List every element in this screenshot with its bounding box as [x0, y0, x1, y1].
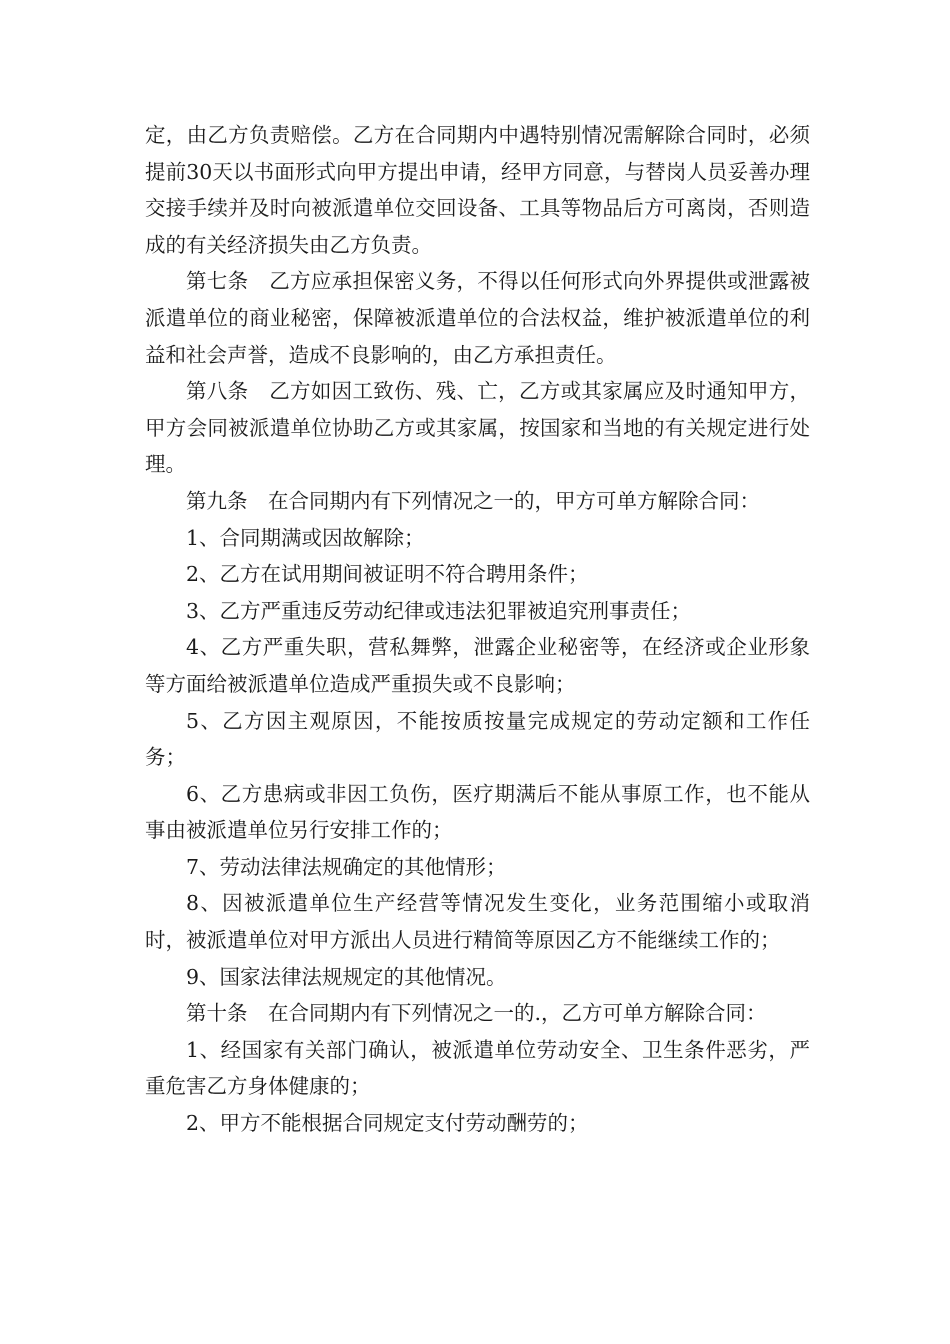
article-10 [145, 995, 810, 1032]
article-text: 在合同期内有下列情况之一的，甲方可单方解除合同： [268, 488, 760, 513]
list-item-text: 2、甲方不能根据合同规定支付劳动酬劳的； [186, 1111, 589, 1136]
article-8 [145, 373, 810, 483]
article-heading: 第七条 [186, 269, 249, 294]
paragraph-continuation [145, 117, 810, 263]
list-item-text: 6、乙方患病或非因工负伤，医疗期满后不能从事原工作，也不能从事由被派遣单位另行安排工作的； [145, 781, 810, 843]
article-text: 乙方应承担保密义务，不得以任何形式向外界提供或泄露被派遣单位的商业秘密，保障被派遣单位的合法权益，维护被派遣单位的利益和社会声誉，造成不良影响的，由乙方承担责任。 [145, 269, 811, 367]
list-item-text: 2、乙方在试用期间被证明不符合聘用条件； [186, 562, 589, 587]
article-text: 在合同期内有下列情况之一的.，乙方可单方解除合同： [268, 1001, 767, 1026]
list-item [145, 520, 810, 557]
list-item [145, 629, 810, 702]
list-item [145, 849, 810, 886]
list-item-text: 3、乙方严重违反劳动纪律或违法犯罪被追究刑事责任； [186, 598, 692, 623]
article-heading: 第九条 [186, 488, 248, 513]
list-item-text: 4、乙方严重失职，营私舞弊，泄露企业秘密等，在经济或企业形象等方面给被派遣单位造成严重损失或不良影响； [145, 635, 810, 696]
list-item [145, 959, 810, 996]
list-item [145, 556, 810, 593]
list-item [145, 776, 810, 849]
list-item-text: 7、劳动法律法规确定的其他情形； [186, 854, 507, 879]
paragraph-text: 定，由乙方负责赔偿。乙方在合同期内中遇特别情况需解除合同时，必须提前30天以书面形式向甲方提出申请，经甲方同意，与替岗人员妥善办理交接手续并及时向被派遣单位交回设备、工具等物品后方可离岗，否则造成的有关经济损失由乙方负责。 [145, 123, 810, 257]
list-item [145, 703, 810, 776]
list-item [145, 593, 810, 630]
article-heading: 第十条 [186, 1001, 248, 1026]
document-body [145, 117, 810, 1142]
list-item [145, 1105, 810, 1142]
article-text: 乙方如因工致伤、残、亡，乙方或其家属应及时通知甲方，甲方会同被派遣单位协助乙方或其家属，按国家和当地的有关规定进行处理。 [145, 379, 811, 477]
list-item-text: 9、国家法律法规规定的其他情况。 [186, 964, 507, 989]
article-7 [145, 263, 810, 373]
list-item [145, 1032, 810, 1105]
list-item [145, 885, 810, 958]
list-item-text: 1、合同期满或因故解除； [186, 525, 425, 550]
list-item-text: 1、经国家有关部门确认，被派遣单位劳动安全、卫生条件恶劣，严重危害乙方身体健康的； [145, 1037, 810, 1099]
list-item-text: 8、因被派遣单位生产经营等情况发生变化，业务范围缩小或取消时，被派遣单位对甲方派出人员进行精简等原因乙方不能继续工作的； [145, 891, 810, 953]
list-item-text: 5、乙方因主观原因，不能按质按量完成规定的劳动定额和工作任务； [145, 708, 810, 770]
article-heading: 第八条 [186, 379, 249, 404]
article-9 [145, 483, 810, 520]
